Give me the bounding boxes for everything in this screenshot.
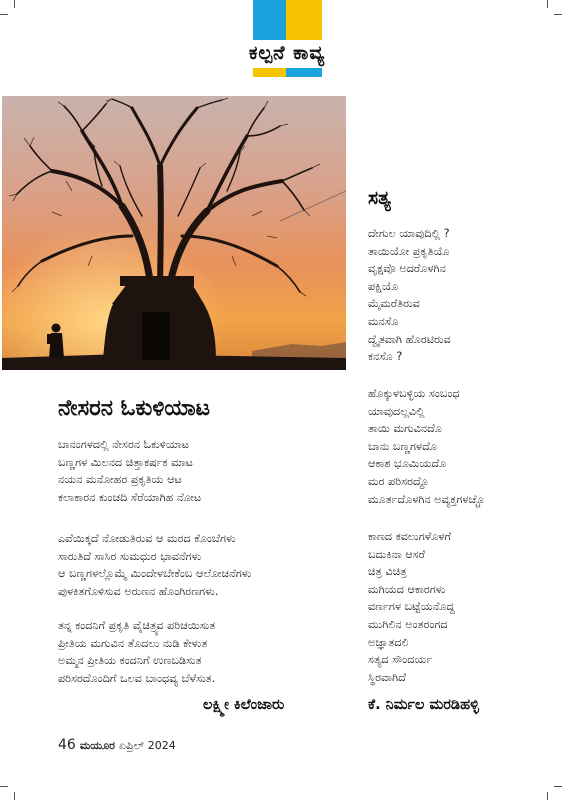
crop-mark (14, 792, 15, 800)
left-poem-author: ಲಕ್ಷ್ಮೀ ಕಿಲೆಂಜಾರು (203, 697, 285, 713)
right-poem-stanza-3 (368, 528, 455, 686)
right-poem-title: ಸತ್ಯ (368, 187, 391, 209)
crop-mark (547, 0, 548, 8)
crop-mark (554, 14, 562, 15)
poem-line: ಮುಗಿಲಿನ ಅಂತರಂಗದ (368, 617, 448, 631)
poem-line: ಪಕ್ಷಿಯೊ (368, 279, 399, 293)
poem-line: ಪುಳಕಿತಗೊಳಿಸುವ ಅರುಣನ ಹೊಂಗಿರಣಗಳು. (58, 584, 219, 598)
poem-line: ಯಾವುದಲ್ಲವಿಲ್ಲಿ (368, 404, 425, 418)
crop-mark (547, 792, 548, 800)
poem-line: ಎವೆಯಿಕ್ಕದೆ ನೋಡುತಿರುವ ಆ ಮರದ ಕೊಂಬೆಗಳು (58, 532, 236, 545)
sunset-tree-photo (2, 96, 346, 370)
poem-line: ಸ್ಥಿರವಾಗಿದೆ (368, 670, 406, 684)
poem-line: ತನ್ನ ಕಂದನಿಗೆ ಪ್ರಕೃತಿ ವೈಚಿತ್ರ್ಯವ ಪರಿಚಯಿಸುತ (58, 619, 216, 632)
left-poem-stanza-3 (58, 617, 215, 687)
poem-line: ದ್ವೈತವಾಗಿ ಹೊರಟಿರುವ (368, 332, 451, 346)
poem-line: ಬದುಕಿನಾ ಆಸರೆ (368, 547, 426, 561)
poem-line: ಕಲಾಕಾರನ ಕುಂಚದಿ ಸೆರೆಯಾಗಿಹ ನೋಟ (58, 490, 202, 504)
issue-date: ಏಪ್ರಿಲ್ 2024 (118, 739, 176, 752)
poem-line: ಸತ್ಯದ ಸೌಂದರ್ಯ (368, 653, 433, 667)
crop-mark (14, 0, 15, 8)
logo-blue-block (253, 0, 286, 40)
page-number: 46 (58, 737, 76, 753)
magazine-name: ಮಯೂರ (79, 739, 115, 752)
poem-line: ಬಣ್ಣಗಳ ಮಿಲನದ ಚಿತ್ತಾಕರ್ಷಕ ಮಾಟ (58, 455, 193, 469)
right-poem-stanza-1 (368, 225, 451, 366)
poem-line: ಬಾನು ಬಣ್ಣಗಳದೊ (368, 439, 437, 453)
poem-line: ಮನಸೊ (368, 314, 399, 328)
poem-line: ವರ್ಣಗಳ ಬಟ್ಟೆಯನೊದ್ದ (368, 600, 455, 614)
poem-line: ಚಿತ್ರ ವಿಚಿತ್ರ (368, 565, 407, 579)
poem-line: ಕಾಣದ ಕವಲುಗಳೊಳಗೆ (368, 530, 452, 543)
poem-line: ಪ್ರೀತಿಯ ಮಗುವಿನ ತೊದಲು ನುಡಿ ಕೇಳುತ (58, 636, 208, 650)
poem-line: ಬಾನಂಗಳದಲ್ಲಿ ನೇಸರನ ಓಕುಳಿಯಾಟ (58, 438, 190, 451)
logo-blue-bar (286, 68, 322, 77)
poem-line: ಮೈಮರೆತಿರುವ (368, 297, 420, 311)
left-poem-title: ನೇಸರನ ಓಕುಳಿಯಾಟ (58, 396, 211, 421)
poem-line: ಸಾರುತಿದೆ ಸಾಸಿರ ಸುಮಧುರ ಭಾವನೆಗಳು (58, 549, 202, 563)
poem-line: ಅಮ್ಮನ ಪ್ರೀತಿಯ ಕಂದನಿಗೆ ಉಣಬಡಿಸುತ (58, 654, 202, 668)
section-logo (253, 0, 322, 77)
right-poem-stanza-2 (368, 385, 485, 508)
left-poem-stanza-1 (58, 436, 201, 506)
poem-line: ಮರ ಪರಿಸರದ್ದೊ (368, 474, 429, 488)
logo-yellow-block (286, 0, 322, 40)
right-poem-author: ಕೆ. ನಿರ್ಮಲ ಮರಡಿಹಳ್ಳಿ (368, 697, 479, 713)
crop-mark (0, 786, 8, 787)
crop-mark (554, 786, 562, 787)
poem-line: ತಾಯಿಯೋ ಪ್ರಕೃತಿಯೊ (368, 244, 450, 258)
poem-line: ಮೂರ್ತದೊಳಗಿನ ಅವ್ಯಕ್ತಗಳಚ್ಚೊ (368, 492, 485, 506)
page-footer (58, 734, 176, 753)
poem-line: ದೇಗುಲ ಯಾವುದಿಲ್ಲಿ ? (368, 227, 450, 240)
poem-line: ಹೊಕ್ಕುಳಬಳ್ಳಿಯ ಸಂಬಂಧ (368, 387, 460, 400)
section-title: ಕಲ್ಪನೆ ಕಾವ್ಯ (248, 42, 326, 64)
logo-yellow-bar (253, 68, 286, 77)
poem-line: ಆಕಾಶ ಭೂಮಿಯದೊ (368, 457, 447, 471)
poem-line: ಆ ಬಣ್ಣಗಳಲ್ಲೊಮ್ಮೆ ಮಿಂದೇಳಬೇಕೆಂಬ ಆಲೋಚನೆಗಳು (58, 567, 252, 581)
poem-line: ವೃಕ್ಷವೊ ಅದರೊಳಗಿನ (368, 262, 446, 276)
poem-line: ಕನಸೊ ? (368, 350, 403, 364)
poem-line: ತಾಯಿ ಮಗುವಿನದೊ (368, 422, 442, 436)
poem-line: ನಯನ ಮನೋಹರ ಪ್ರಕೃತಿಯ ಆಟ (58, 473, 182, 487)
crop-mark (0, 14, 8, 15)
left-poem-stanza-2 (58, 530, 251, 600)
poem-line: ಅಜ್ಞಾತದಲಿ (368, 635, 409, 649)
poem-line: ಪರಿಸರದೊಂದಿಗೆ ಒಲವ ಬಾಂಧವ್ಯ ಬೆಳೆಸುತ. (58, 671, 216, 685)
poem-line: ಮಗಿಯದ ಆಕಾರಗಳು (368, 582, 446, 596)
